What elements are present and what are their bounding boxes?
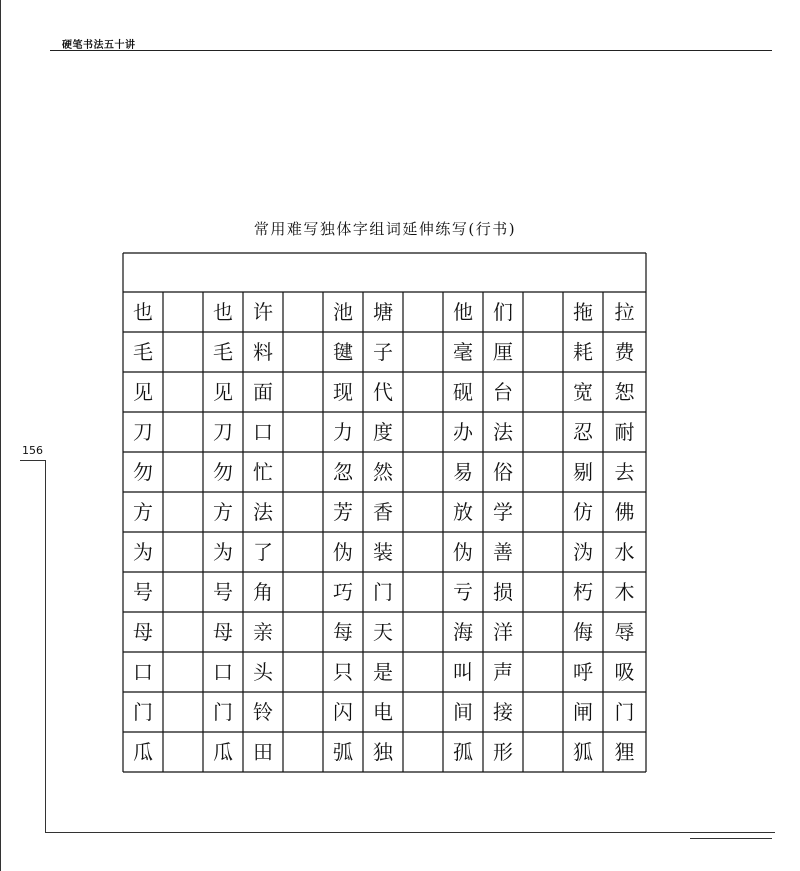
practice-cell: 声 — [493, 660, 513, 684]
practice-cell: 号 — [213, 580, 233, 604]
practice-cell: 口 — [253, 420, 273, 444]
practice-cell: 损 — [493, 580, 513, 604]
practice-cell: 台 — [493, 380, 513, 404]
practice-cell — [283, 732, 323, 772]
practice-cell: 毛 — [213, 340, 233, 364]
practice-cell — [283, 532, 323, 572]
practice-cell: 巧 — [333, 580, 353, 604]
practice-cell: 形 — [493, 740, 513, 764]
practice-cell: 忽 — [333, 460, 353, 484]
practice-cell: 侮 — [573, 620, 593, 644]
practice-cell — [403, 412, 443, 452]
practice-cell: 为 — [133, 540, 153, 564]
practice-cell — [283, 492, 323, 532]
practice-cell — [523, 532, 563, 572]
page-number: 156 — [22, 444, 43, 457]
practice-cell — [163, 452, 203, 492]
practice-cell — [523, 572, 563, 612]
practice-cell: 许 — [253, 300, 273, 324]
practice-cell: 瓜 — [213, 740, 233, 764]
practice-cell — [403, 732, 443, 772]
practice-cell — [163, 532, 203, 572]
practice-cell: 见 — [213, 380, 233, 404]
practice-cell: 门 — [133, 700, 153, 724]
practice-cell — [523, 412, 563, 452]
practice-cell: 恕 — [614, 380, 635, 404]
practice-cell: 见 — [133, 380, 153, 404]
practice-cell — [163, 372, 203, 412]
practice-cell: 母 — [133, 620, 153, 644]
practice-cell — [523, 452, 563, 492]
practice-cell — [163, 732, 203, 772]
practice-cell: 也 — [213, 300, 233, 324]
practice-cell: 亏 — [453, 580, 473, 604]
practice-cell: 朽 — [573, 580, 593, 604]
practice-cell: 瓜 — [133, 740, 153, 764]
practice-cell: 洋 — [493, 620, 513, 644]
practice-cell — [523, 692, 563, 732]
practice-cell: 勿 — [133, 460, 153, 484]
practice-cell: 香 — [373, 500, 393, 524]
practice-cell: 叫 — [453, 660, 473, 684]
practice-cell: 忍 — [573, 420, 593, 444]
practice-cell: 现 — [333, 380, 353, 404]
practice-cell — [283, 572, 323, 612]
practice-cell: 接 — [493, 700, 513, 724]
practice-cell: 佛 — [614, 500, 635, 524]
practice-cell: 方 — [213, 500, 233, 524]
practice-cell: 伪 — [453, 540, 473, 564]
practice-cell — [523, 292, 563, 332]
practice-cell — [403, 452, 443, 492]
practice-cell: 法 — [253, 500, 273, 524]
practice-cell: 田 — [253, 740, 273, 764]
practice-cell: 狸 — [614, 740, 635, 764]
practice-cell: 刀 — [133, 420, 153, 444]
practice-cell — [283, 332, 323, 372]
practice-cell — [283, 412, 323, 452]
practice-cell: 呼 — [573, 660, 593, 684]
practice-cell: 度 — [373, 420, 393, 444]
practice-cell: 每 — [333, 620, 353, 644]
practice-cell: 只 — [333, 660, 353, 684]
practice-cell: 门 — [213, 700, 233, 724]
practice-cell: 刀 — [213, 420, 233, 444]
practice-cell: 吸 — [614, 660, 635, 684]
table-title: 常用难写独体字组词延伸练写(行书) — [253, 220, 517, 238]
practice-cell: 善 — [493, 540, 513, 564]
practice-cell: 孤 — [453, 740, 473, 764]
practice-cell — [523, 612, 563, 652]
practice-cell: 法 — [493, 420, 513, 444]
practice-cell: 耗 — [573, 340, 593, 364]
practice-cell: 海 — [453, 620, 473, 644]
practice-cell — [283, 292, 323, 332]
practice-cell: 狐 — [573, 740, 593, 764]
practice-cell — [163, 612, 203, 652]
practice-cell: 拉 — [614, 300, 635, 324]
practice-cell — [403, 572, 443, 612]
practice-cell: 号 — [133, 580, 153, 604]
practice-cell: 勿 — [213, 460, 233, 484]
practice-cell: 去 — [614, 460, 635, 484]
practice-cell — [163, 332, 203, 372]
practice-cell: 亲 — [253, 620, 273, 644]
practice-cell — [403, 292, 443, 332]
practice-cell — [163, 692, 203, 732]
practice-cell: 芳 — [333, 500, 353, 524]
practice-cell — [523, 492, 563, 532]
practice-cell: 门 — [614, 700, 635, 724]
practice-cell: 装 — [373, 540, 393, 564]
practice-cell: 他 — [453, 300, 473, 324]
practice-cell: 剔 — [573, 460, 593, 484]
practice-cell: 口 — [133, 660, 153, 684]
practice-cell: 代 — [373, 380, 393, 404]
practice-cell — [403, 532, 443, 572]
practice-cell — [523, 372, 563, 412]
practice-cell: 木 — [614, 580, 635, 604]
practice-cell — [403, 692, 443, 732]
practice-cell: 水 — [614, 540, 635, 564]
practice-cell: 弧 — [333, 740, 353, 764]
practice-cell: 料 — [253, 340, 273, 364]
practice-cell: 俗 — [493, 460, 513, 484]
practice-cell: 是 — [373, 660, 393, 684]
practice-cell — [523, 732, 563, 772]
practice-cell — [283, 372, 323, 412]
practice-cell: 忙 — [253, 460, 273, 484]
practice-cell — [163, 412, 203, 452]
practice-cell — [283, 652, 323, 692]
practice-cell: 间 — [453, 700, 473, 724]
practice-cell: 独 — [373, 740, 393, 764]
practice-cell — [403, 332, 443, 372]
practice-cell: 学 — [493, 500, 513, 524]
practice-cell: 易 — [453, 460, 473, 484]
practice-cell: 毛 — [133, 340, 153, 364]
practice-cell: 面 — [253, 380, 273, 404]
practice-cell — [163, 572, 203, 612]
practice-cell — [523, 652, 563, 692]
practice-cell: 方 — [133, 500, 153, 524]
practice-cell: 费 — [614, 340, 635, 364]
practice-cell: 闪 — [333, 700, 353, 724]
practice-cell — [403, 372, 443, 412]
practice-cell — [163, 652, 203, 692]
practice-cell: 厘 — [493, 340, 513, 364]
practice-cell: 角 — [253, 580, 273, 604]
practice-cell — [163, 292, 203, 332]
practice-cell: 办 — [453, 420, 473, 444]
practice-cell: 沩 — [573, 540, 593, 564]
practice-cell: 拖 — [573, 300, 593, 324]
practice-cell — [403, 652, 443, 692]
practice-cell: 们 — [493, 300, 513, 324]
practice-cell: 然 — [373, 460, 393, 484]
practice-cell: 铃 — [253, 700, 273, 724]
practice-cell: 辱 — [614, 620, 635, 644]
practice-cell: 也 — [133, 300, 153, 324]
practice-cell: 门 — [373, 580, 393, 604]
practice-cell: 塘 — [373, 300, 393, 324]
practice-cell: 为 — [213, 540, 233, 564]
practice-cell: 母 — [213, 620, 233, 644]
practice-cell: 了 — [253, 540, 273, 564]
practice-cell: 口 — [213, 660, 233, 684]
practice-cell: 子 — [373, 340, 393, 364]
practice-cell: 电 — [373, 700, 393, 724]
practice-cell: 闸 — [573, 700, 593, 724]
practice-cell — [403, 612, 443, 652]
practice-cell — [283, 452, 323, 492]
practice-cell: 毽 — [333, 340, 353, 364]
practice-cell — [523, 332, 563, 372]
practice-cell — [403, 492, 443, 532]
practice-cell — [283, 612, 323, 652]
practice-cell: 池 — [333, 300, 353, 324]
practice-cell: 天 — [373, 620, 393, 644]
practice-cell — [283, 692, 323, 732]
practice-cell: 力 — [333, 420, 353, 444]
practice-cell: 宽 — [573, 380, 593, 404]
practice-cell: 放 — [453, 500, 473, 524]
practice-cell: 仿 — [573, 500, 593, 524]
practice-cell — [163, 492, 203, 532]
practice-cell: 耐 — [614, 420, 635, 444]
practice-cell: 头 — [253, 660, 273, 684]
practice-cell: 砚 — [453, 380, 473, 404]
practice-cell: 毫 — [453, 340, 473, 364]
practice-cell: 伪 — [333, 540, 353, 564]
running-header: 硬笔书法五十讲 — [62, 40, 136, 51]
